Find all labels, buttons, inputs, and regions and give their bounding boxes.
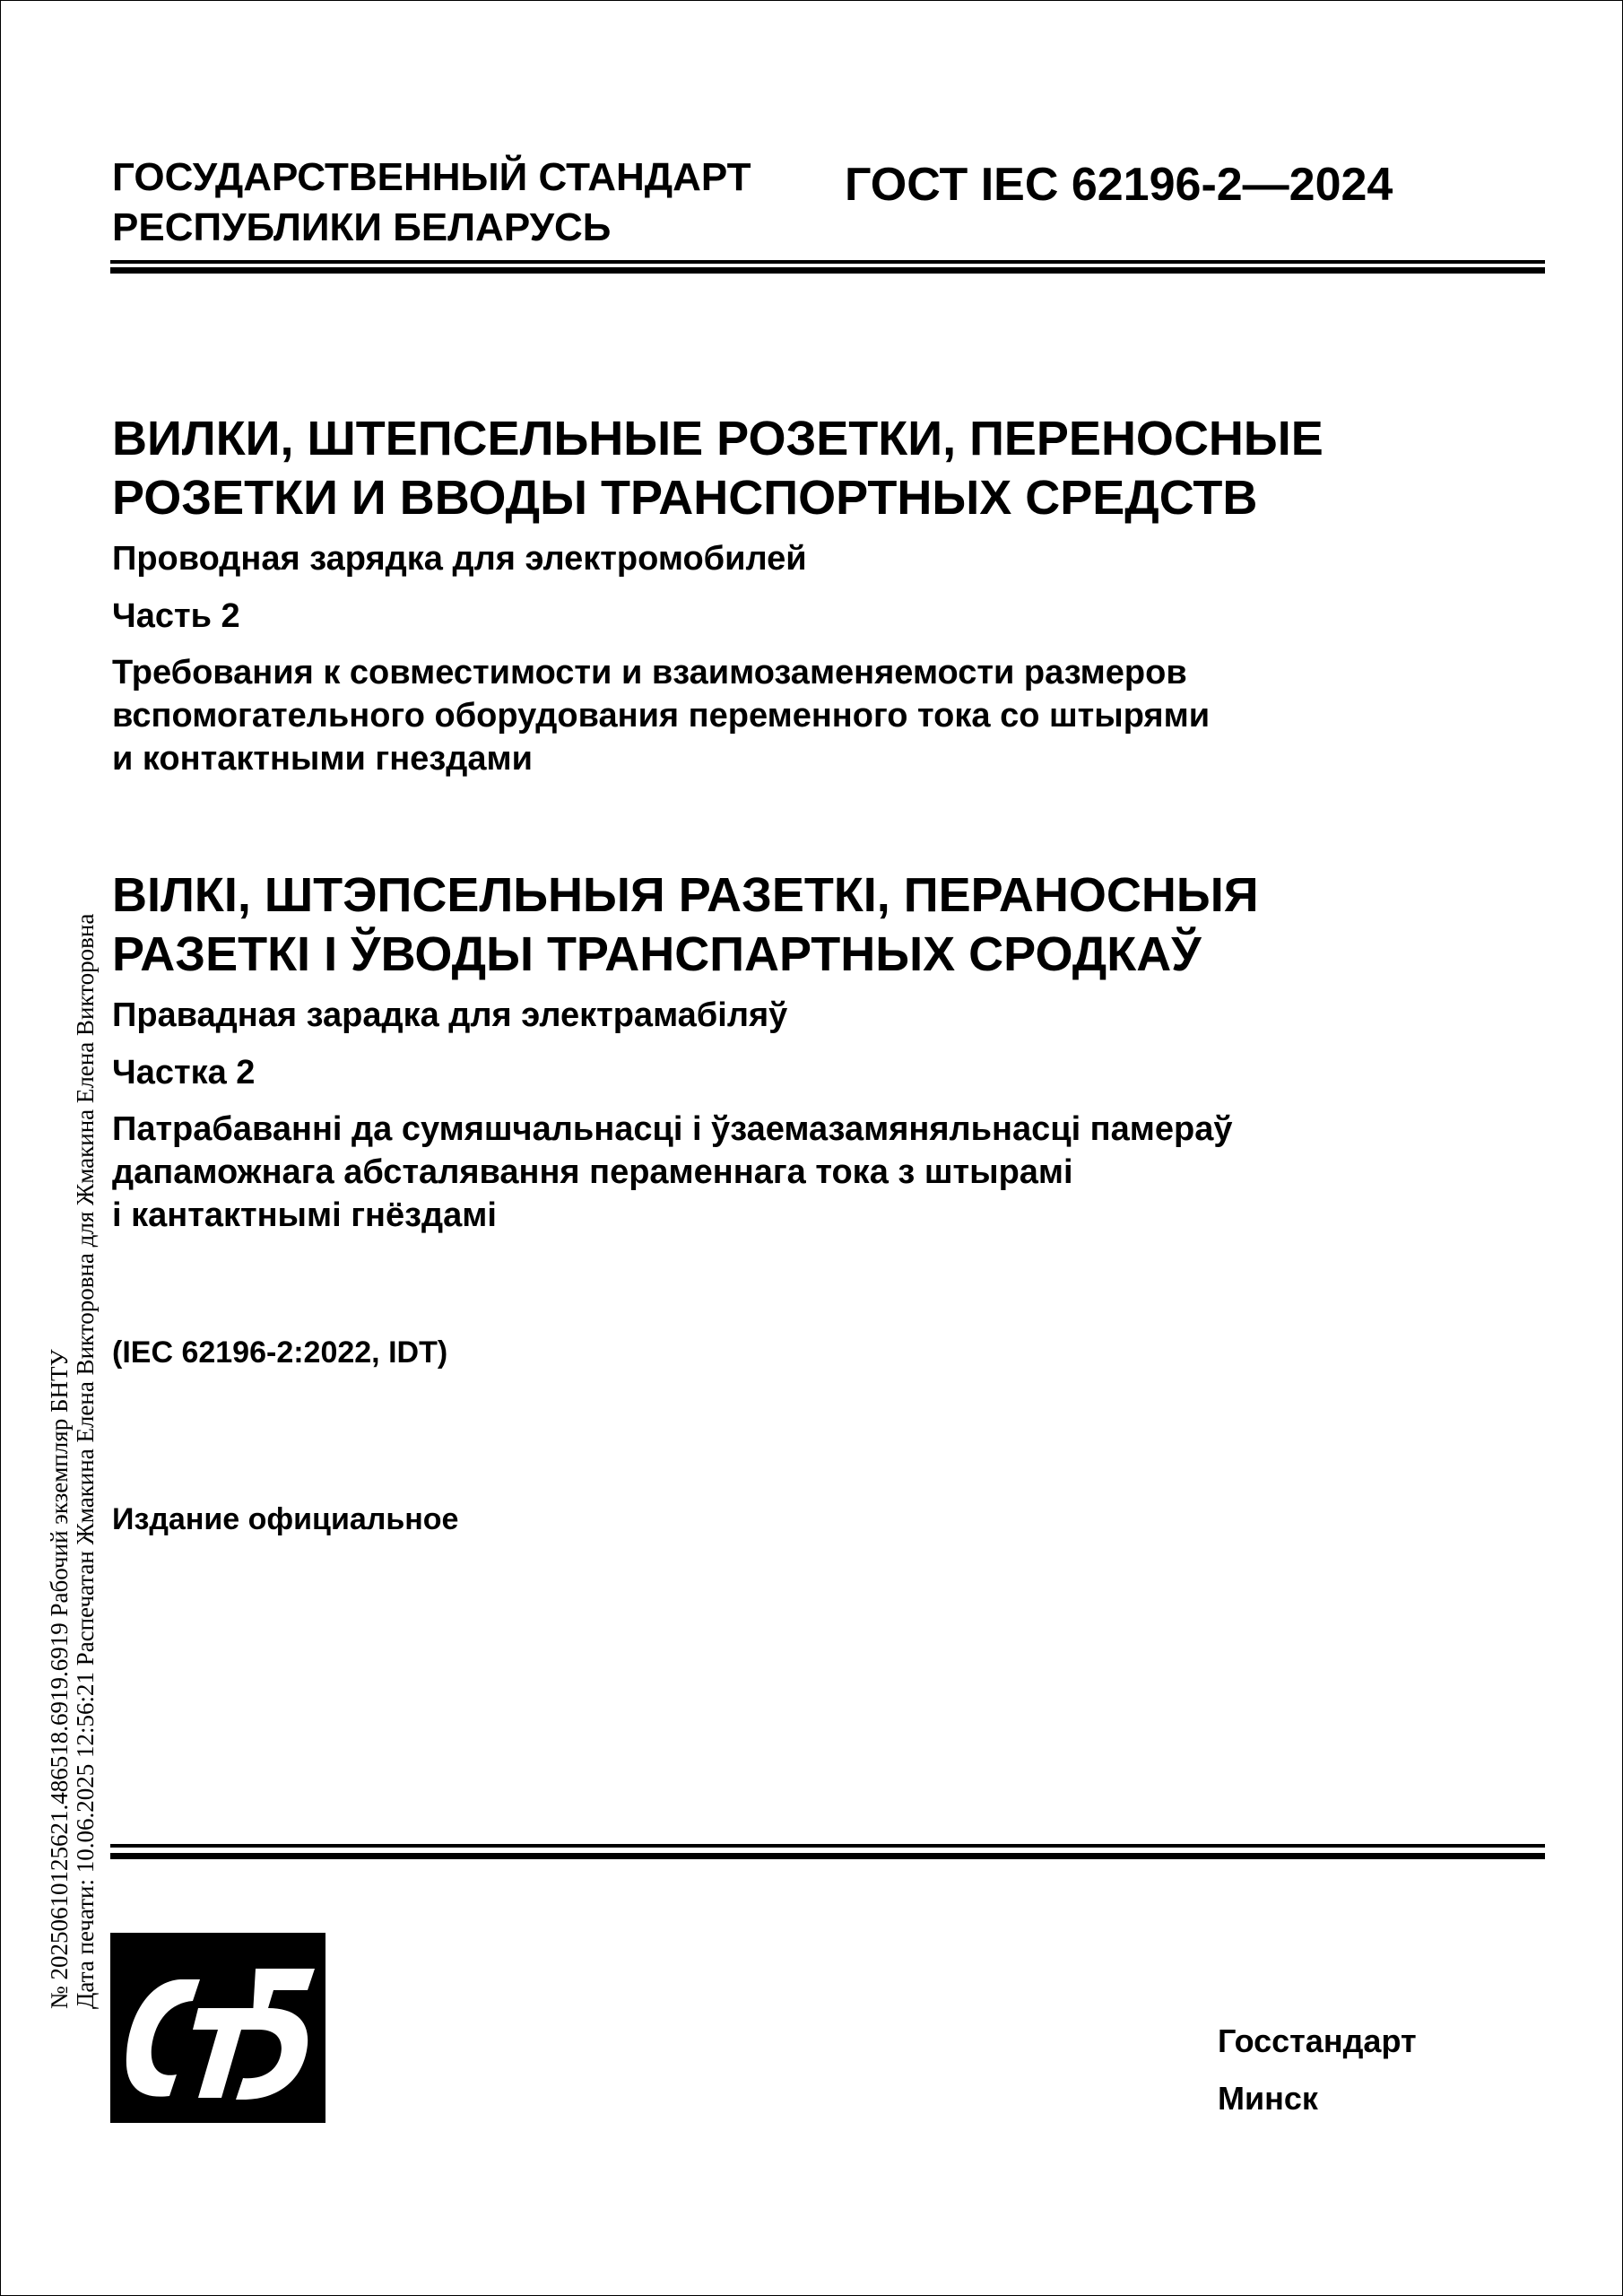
issuing-organization: [112, 152, 751, 253]
be-subtitle: Правадная зарадка для электрамабіляў: [112, 996, 788, 1034]
be-part: Частка 2: [112, 1054, 256, 1091]
footer-rule-thick: [110, 1853, 1545, 1859]
be-title-line-2: РАЗЕТКІ І ЎВОДЫ ТРАНСПАРТНЫХ СРОДКАЎ: [112, 927, 1202, 981]
stb-logo-mark: [110, 1933, 325, 2123]
ru-desc-line-1: Требования к совместимости и взаимозаменяемости размеров: [112, 654, 1187, 691]
ru-title-line-2: РОЗЕТКИ И ВВОДЫ ТРАНСПОРТНЫХ СРЕДСТВ: [112, 471, 1258, 525]
ru-desc-line-3: и контактными гнездами: [112, 740, 533, 778]
footer-rule-thin: [110, 1844, 1545, 1848]
publisher-city: Минск: [1218, 2080, 1318, 2117]
edition-note: Издание официальное: [112, 1502, 459, 1536]
stb-logo: [110, 1933, 325, 2123]
be-description: [112, 1108, 1547, 1237]
ru-part: Часть 2: [112, 597, 240, 635]
header-rule-thin: [110, 260, 1545, 264]
ru-subtitle: Проводная зарядка для электромобилей: [112, 540, 807, 578]
standard-designation: ГОСТ IEC 62196-2—2024: [845, 159, 1393, 211]
ru-title-line-1: ВИЛКИ, ШТЕПСЕЛЬНЫЕ РОЗЕТКИ, ПЕРЕНОСНЫЕ: [112, 412, 1324, 465]
be-desc-line-3: і кантактнымі гнёздамі: [112, 1196, 497, 1234]
side-stamp-line-2: Дата печати: 10.06.2025 12:56:21 Распечатан Жмакина Елена Викторовна для Жмакина Елена Викторовна: [72, 913, 99, 2009]
org-line-1: ГОСУДАРСТВЕННЫЙ СТАНДАРТ: [112, 155, 751, 199]
publisher-name: Госстандарт: [1218, 2022, 1417, 2059]
be-desc-line-1: Патрабаванні да сумяшчальнасці і ўзаемазамяняльнасці памераў: [112, 1110, 1233, 1148]
be-title-line-1: ВІЛКІ, ШТЭПСЕЛЬНЫЯ РАЗЕТКІ, ПЕРАНОСНЫЯ: [112, 868, 1259, 922]
side-stamp: [47, 610, 99, 2009]
international-identity: (IEC 62196-2:2022, IDT): [112, 1335, 448, 1370]
header-rule-thick: [110, 267, 1545, 274]
org-line-2: РЕСПУБЛИКИ БЕЛАРУСЬ: [112, 205, 612, 249]
be-desc-line-2: дапаможнага абсталявання пераменнага тока з штырамі: [112, 1153, 1073, 1191]
ru-description: [112, 651, 1547, 780]
russian-title-block: [112, 409, 1547, 780]
ru-desc-line-2: вспомогательного оборудования переменного тока со штырями: [112, 697, 1211, 735]
side-stamp-line-1: № 20250610125621.486518.6919.6919 Рабочий экземпляр БНТУ: [46, 1349, 73, 2009]
belarusian-title-block: [112, 865, 1547, 1237]
